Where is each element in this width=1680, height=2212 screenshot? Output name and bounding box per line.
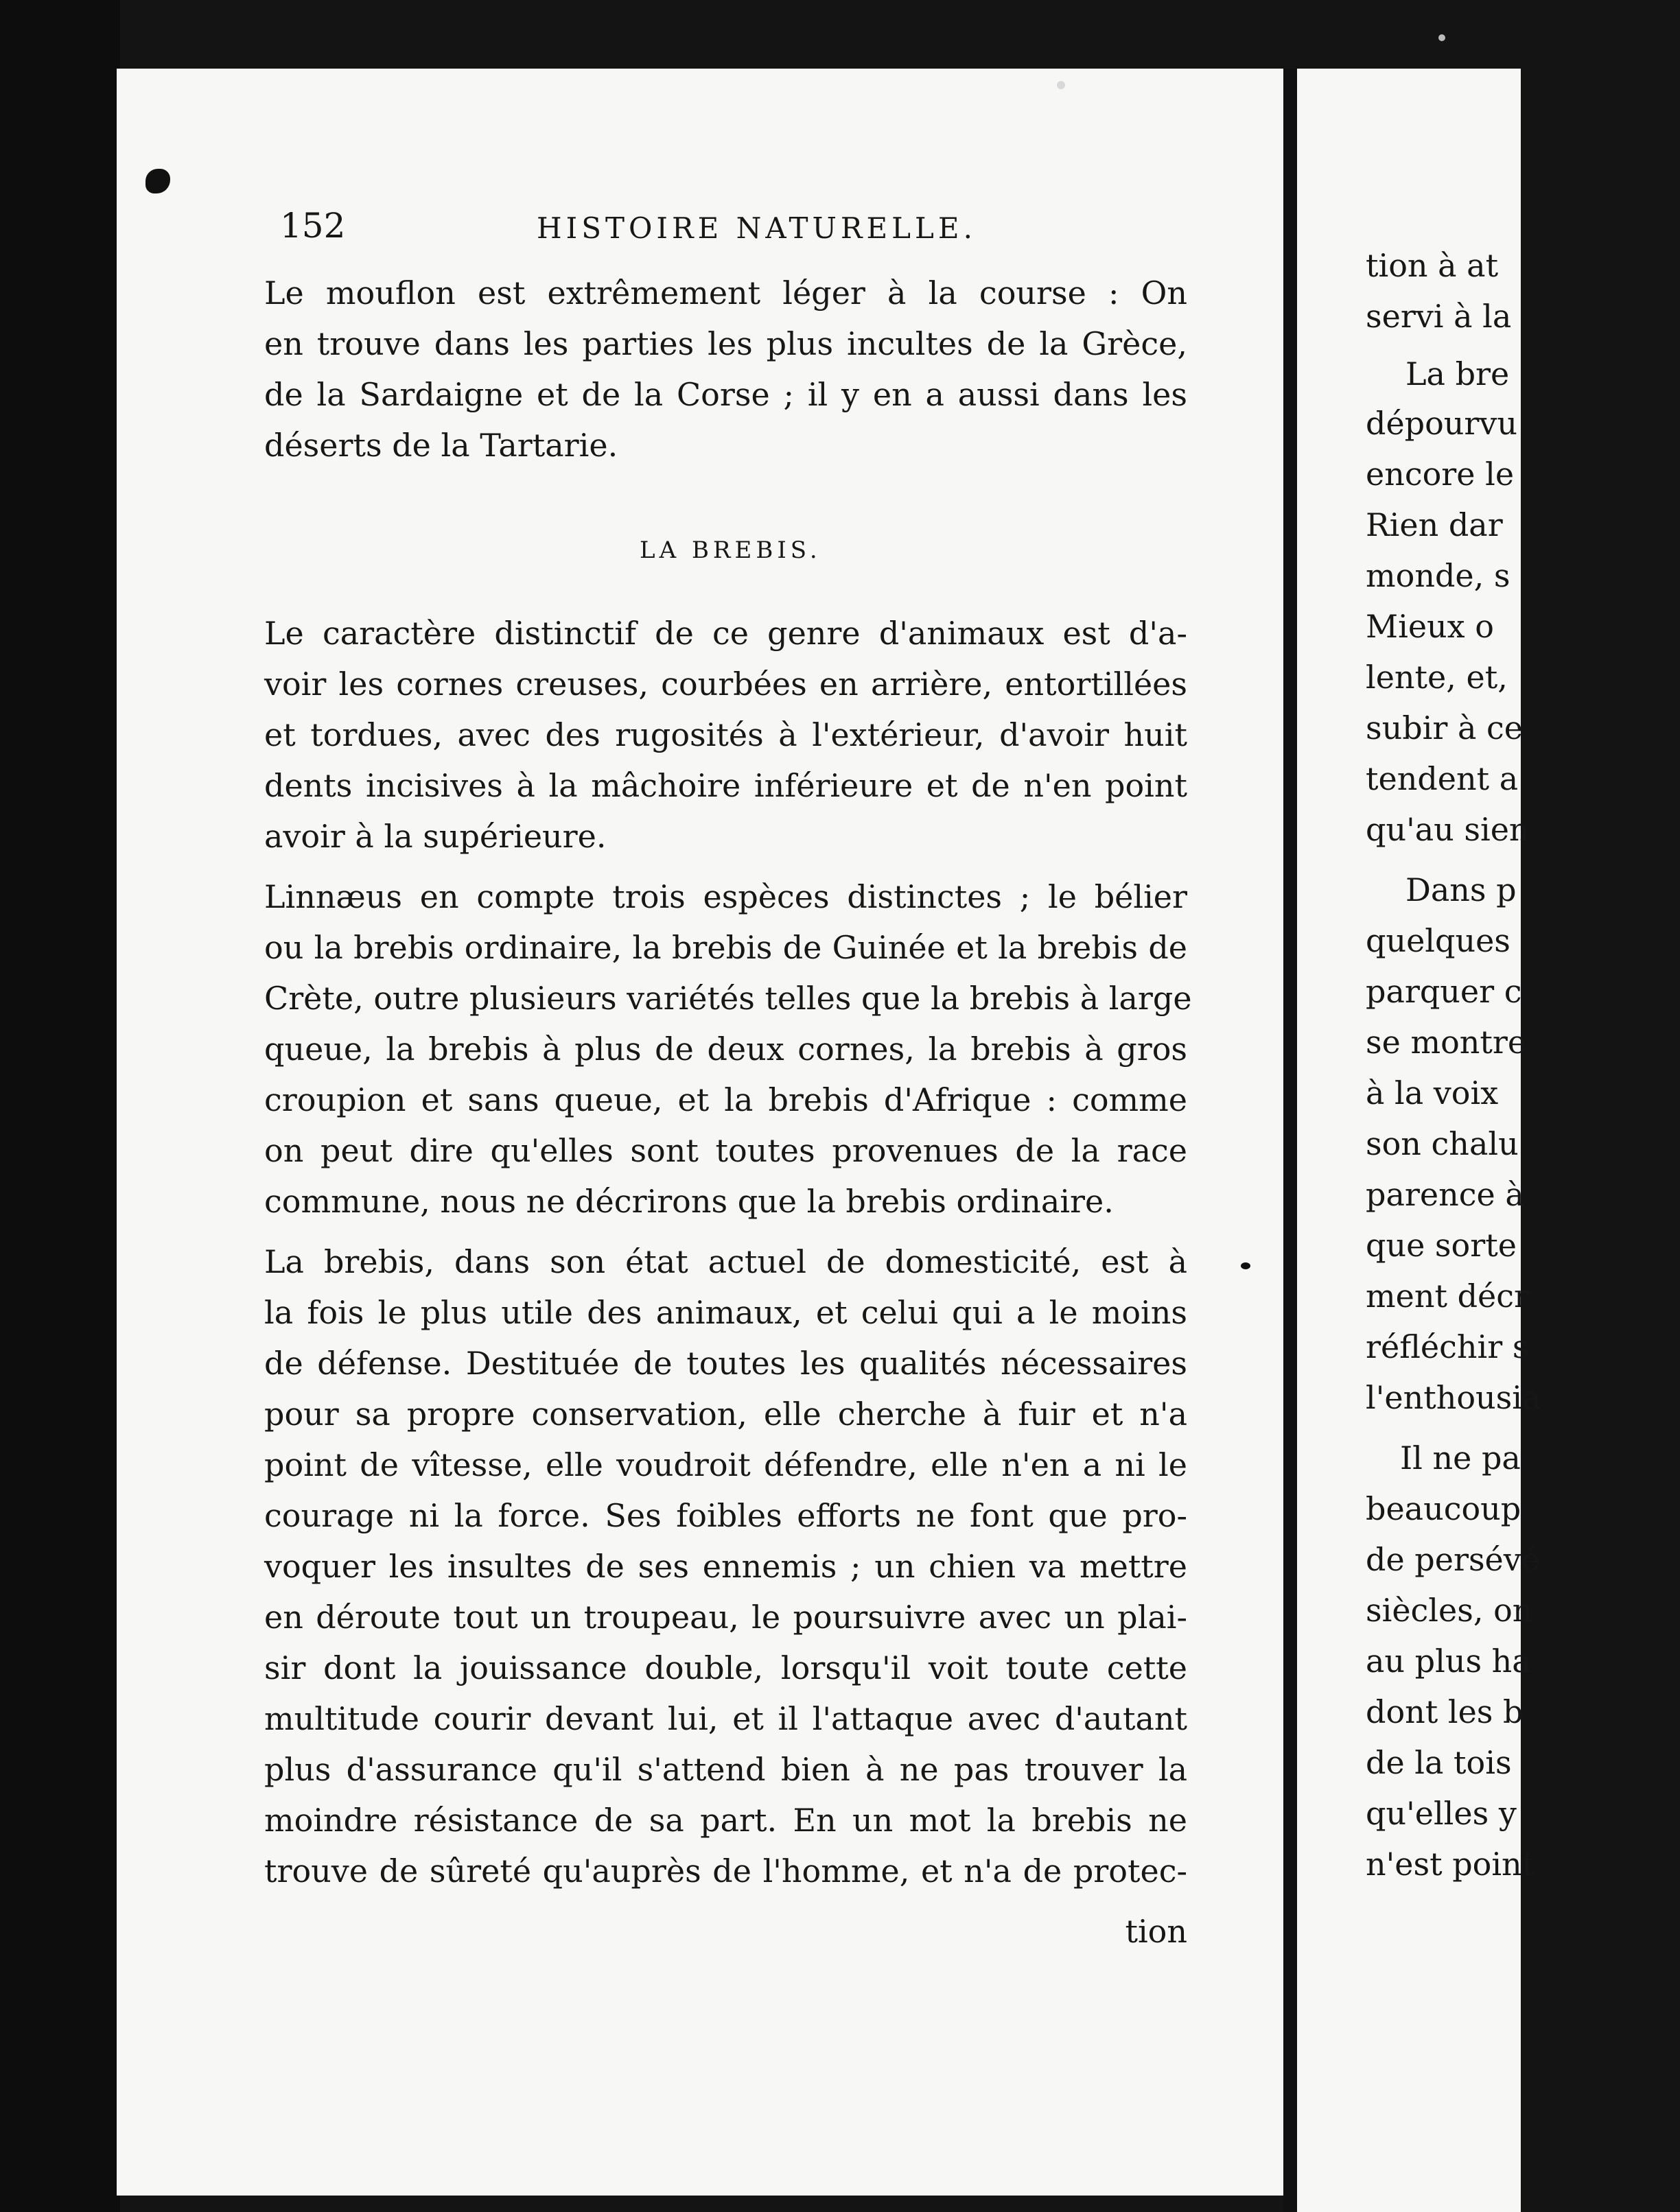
book-gutter [1283,69,1297,2212]
text-line: Le caractère distinctif de ce genre d'animaux est d'a- [264,615,1187,652]
text-line: déserts de la Tartarie. [264,427,618,464]
text-line: en déroute tout un troupeau, le poursuivre avec un plai- [264,1599,1187,1636]
right-text-line: beaucoup [1366,1490,1521,1527]
scan-border-left [0,0,120,2212]
scan-speck [1241,1262,1250,1269]
text-line: moindre résistance de sa part. En un mot la brebis ne [264,1802,1187,1839]
right-text-line: au plus ha [1366,1643,1531,1680]
text-line: commune, nous ne décrirons que la brebis ordinaire. [264,1183,1114,1220]
right-text-line: que sorte [1366,1227,1517,1264]
right-text-line: parence à [1366,1176,1524,1213]
right-text-line: Dans p [1405,871,1517,908]
text-line: on peut dire qu'elles sont toutes provenues de la race [264,1132,1187,1169]
text-line: de défense. Destituée de toutes les qualités nécessaires [264,1345,1187,1382]
text-line: Linnæus en compte trois espèces distinctes ; le bélier [264,878,1187,915]
text-line: point de vîtesse, elle voudroit défendre, elle n'en a ni le [264,1446,1187,1483]
page-number: 152 [280,206,346,246]
right-text-line: Mieux o [1366,608,1494,645]
running-title: HISTOIRE NATURELLE. [537,211,977,245]
right-text-line: La bre [1405,355,1510,392]
scan-speck [1057,81,1065,89]
text-line: sir dont la jouissance double, lorsqu'il voit toute cette [264,1649,1187,1686]
right-text-line: de la tois [1366,1744,1512,1781]
right-text-line: réfléchir s [1366,1328,1529,1365]
right-text-line: ment décr [1366,1278,1529,1315]
right-text-line: qu'elles y [1366,1795,1517,1832]
right-text-line: n'est point [1366,1846,1535,1883]
right-text-line: dépourvu [1366,405,1518,442]
text-line: la fois le plus utile des animaux, et celui qui a le moins [264,1294,1187,1331]
right-text-line: de persévé [1366,1541,1540,1578]
right-text-line: tendent a [1366,760,1519,797]
text-line: et tordues, avec des rugosités à l'extérieur, d'avoir huit [264,716,1187,753]
right-text-line: encore le [1366,456,1515,493]
text-line: en trouve dans les parties les plus incultes de la Grèce, [264,325,1187,362]
text-line: multitude courir devant lui, et il l'attaque avec d'autant [264,1700,1187,1737]
right-text-line: siècles, on [1366,1592,1533,1629]
right-text-line: à la voix [1366,1074,1499,1111]
right-text-line: Il ne pa [1400,1439,1521,1476]
text-line: de la Sardaigne et de la Corse ; il y en a aussi dans les [264,376,1187,413]
text-line: Le mouflon est extrêmement léger à la course : On [264,274,1187,311]
text-line: avoir à la supérieure. [264,818,607,855]
right-text-line: monde, s [1366,557,1510,594]
right-text-line: servi à la [1366,298,1512,335]
text-line: Crète, outre plusieurs variétés telles que la brebis à large [264,980,1192,1017]
text-line: ou la brebis ordinaire, la brebis de Guinée et la brebis de [264,929,1187,966]
text-line: croupion et sans queue, et la brebis d'Afrique : comme [264,1081,1187,1118]
right-text-line: quelques [1366,922,1510,959]
text-line: voquer les insultes de ses ennemis ; un chien va mettre [264,1548,1187,1585]
right-text-line: subir à ce [1366,709,1524,746]
text-line: voir les cornes creuses, courbées en arrière, entortillées [264,666,1187,703]
text-line: La brebis, dans son état actuel de domesticité, est à [264,1243,1187,1280]
right-text-line: parquer c [1366,973,1522,1010]
right-text-line: tion à at [1366,247,1499,284]
text-line: trouve de sûreté qu'auprès de l'homme, et n'a de protec- [264,1852,1187,1890]
text-line: pour sa propre conservation, elle cherche à fuir et n'a [264,1396,1187,1433]
right-text-line: son chalu [1366,1125,1519,1162]
right-text-line: lente, et, [1366,659,1508,696]
right-text-line: l'enthousia [1366,1379,1541,1416]
section-title: LA BREBIS. [640,537,821,564]
right-text-line: qu'au sien [1366,811,1530,848]
text-line: tion [1125,1913,1187,1950]
text-line: queue, la brebis à plus de deux cornes, la brebis à gros [264,1031,1187,1068]
text-line: courage ni la force. Ses foibles efforts ne font que pro- [264,1497,1187,1534]
scan-speck [1438,34,1445,41]
right-text-line: Rien dar [1366,506,1503,543]
right-text-line: dont les b [1366,1693,1524,1730]
text-line: dents incisives à la mâchoire inférieure et de n'en point [264,767,1187,804]
text-line: plus d'assurance qu'il s'attend bien à ne pas trouver la [264,1751,1187,1788]
right-text-line: se montre [1366,1024,1527,1061]
